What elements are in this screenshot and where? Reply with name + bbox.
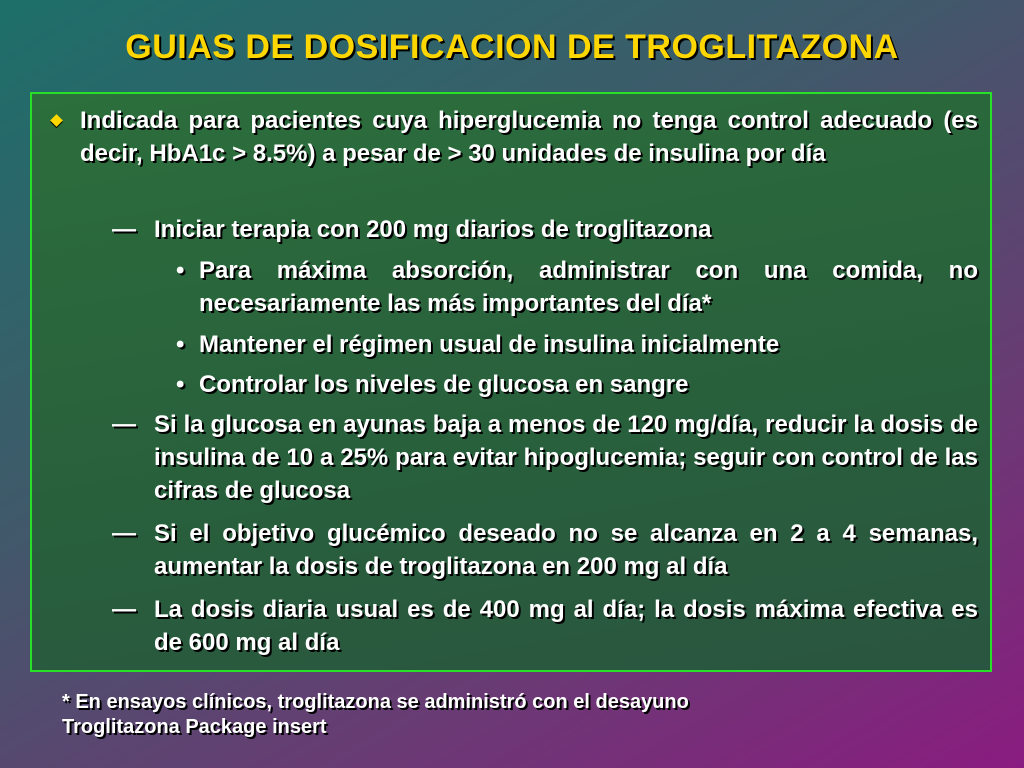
sub-item-insulin-regimen: Mantener el régimen usual de insulina inicialmente — [199, 331, 780, 358]
sub-item-glucose-control: Controlar los niveles de glucosa en sangre — [199, 371, 689, 398]
dot-bullet-1: • — [176, 257, 185, 284]
dash-bullet-1: — — [112, 216, 136, 243]
list-item-usual-dose: La dosis diaria usual es de 400 mg al día; la dosis máxima efectiva es de 600 mg al día — [154, 596, 978, 656]
footnote-breakfast: * En ensayos clínicos, troglitazona se administró con el desayuno — [62, 691, 689, 713]
slide-title: GUIAS DE DOSIFICACION DE TROGLITAZONA — [125, 28, 899, 66]
main-bullet-text: Indicada para pacientes cuya hiperglucemia no tenga control adecuado (es decir, HbA1c > 8.5%) a pesar de > 30 unidades de insulina por día — [80, 107, 978, 167]
dash-bullet-3: — — [112, 520, 136, 547]
dash-bullet-2: — — [112, 411, 136, 438]
dot-bullet-3: • — [176, 371, 185, 398]
list-item-reduce-insulin: Si la glucosa en ayunas baja a menos de 120 mg/día, reducir la dosis de insulina de 10 a 25% para evitar hipoglucemia; seguir con control de las cifras de glucosa — [154, 411, 978, 504]
footnotes — [62, 690, 689, 740]
sub-item-absorption: Para máxima absorción, administrar con una comida, no necesariamente las más importantes del día* — [199, 257, 978, 317]
footnote-source: Troglitazona Package insert — [62, 716, 327, 738]
dash-bullet-4: — — [112, 596, 136, 623]
content-box — [30, 92, 992, 672]
list-item-increase-dose: Si el objetivo glucémico deseado no se alcanza en 2 a 4 semanas, aumentar la dosis de troglitazona en 200 mg al día — [154, 520, 978, 580]
list-item-start-therapy: Iniciar terapia con 200 mg diarios de troglitazona — [154, 216, 712, 243]
dot-bullet-2: • — [176, 331, 185, 358]
diamond-bullet-icon — [50, 114, 63, 127]
